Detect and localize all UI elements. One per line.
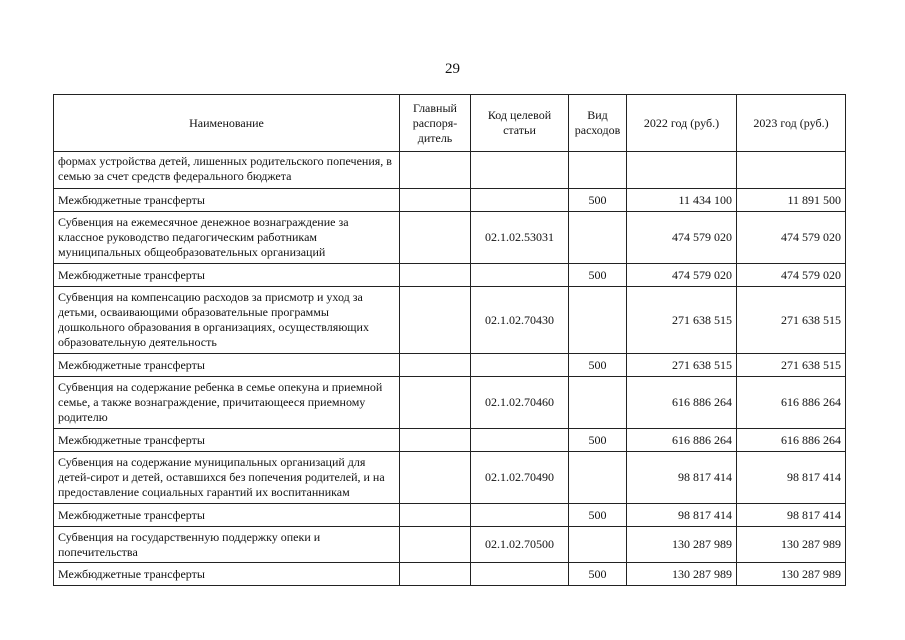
row-name: Межбюджетные трансферты xyxy=(54,264,400,287)
row-code: 02.1.02.70430 xyxy=(471,287,569,354)
row-code xyxy=(471,429,569,452)
row-2023: 130 287 989 xyxy=(737,563,846,586)
row-type xyxy=(569,152,627,189)
row-code: 02.1.02.70500 xyxy=(471,527,569,563)
row-code xyxy=(471,152,569,189)
page-number: 29 xyxy=(445,61,460,77)
row-name: формах устройства детей, лишенных родительского попечения, в семью за счет средств федерального бюджета xyxy=(54,152,400,189)
row-code xyxy=(471,563,569,586)
row-name: Межбюджетные трансферты xyxy=(54,504,400,527)
row-code xyxy=(471,189,569,212)
row-manager xyxy=(400,452,471,504)
table-row xyxy=(54,504,846,527)
row-code xyxy=(471,264,569,287)
row-name: Субвенция на компенсацию расходов за присмотр и уход за детьми, осваивающими образовательные программы дошкольного образования в организациях, осуществляющих образовательную деятельность xyxy=(54,287,400,354)
table-header-row xyxy=(54,95,846,152)
row-code xyxy=(471,354,569,377)
row-2023: 616 886 264 xyxy=(737,429,846,452)
row-name: Межбюджетные трансферты xyxy=(54,354,400,377)
row-manager xyxy=(400,563,471,586)
table-row xyxy=(54,452,846,504)
table-row xyxy=(54,152,846,189)
header-2022: 2022 год (руб.) xyxy=(627,95,737,152)
row-type: 500 xyxy=(569,264,627,287)
budget-table xyxy=(53,94,846,586)
row-code: 02.1.02.53031 xyxy=(471,212,569,264)
row-2022 xyxy=(627,152,737,189)
row-manager xyxy=(400,527,471,563)
row-manager xyxy=(400,377,471,429)
row-2023: 98 817 414 xyxy=(737,504,846,527)
row-2022: 616 886 264 xyxy=(627,429,737,452)
row-manager xyxy=(400,354,471,377)
table-row xyxy=(54,377,846,429)
table-row xyxy=(54,563,846,586)
row-2022: 616 886 264 xyxy=(627,377,737,429)
row-name: Субвенция на содержание ребенка в семье опекуна и приемной семье, а также вознаграждение, причитающееся приемному родителю xyxy=(54,377,400,429)
row-2022: 130 287 989 xyxy=(627,527,737,563)
row-manager xyxy=(400,264,471,287)
row-code: 02.1.02.70490 xyxy=(471,452,569,504)
header-name: Наименование xyxy=(54,95,400,152)
header-type: Вид расходов xyxy=(569,95,627,152)
row-manager xyxy=(400,152,471,189)
table-row xyxy=(54,429,846,452)
row-type xyxy=(569,377,627,429)
row-2023 xyxy=(737,152,846,189)
row-name: Межбюджетные трансферты xyxy=(54,429,400,452)
row-type xyxy=(569,452,627,504)
row-2022: 474 579 020 xyxy=(627,212,737,264)
row-2023: 616 886 264 xyxy=(737,377,846,429)
table-row xyxy=(54,264,846,287)
row-2023: 474 579 020 xyxy=(737,212,846,264)
row-name: Межбюджетные трансферты xyxy=(54,189,400,212)
row-type: 500 xyxy=(569,189,627,212)
table-row xyxy=(54,212,846,264)
row-manager xyxy=(400,287,471,354)
row-manager xyxy=(400,212,471,264)
table-row xyxy=(54,354,846,377)
row-type: 500 xyxy=(569,563,627,586)
row-2022: 11 434 100 xyxy=(627,189,737,212)
table-row xyxy=(54,527,846,563)
row-type: 500 xyxy=(569,504,627,527)
row-2022: 271 638 515 xyxy=(627,354,737,377)
row-type xyxy=(569,212,627,264)
row-2022: 130 287 989 xyxy=(627,563,737,586)
row-2023: 271 638 515 xyxy=(737,287,846,354)
row-code xyxy=(471,504,569,527)
row-type xyxy=(569,527,627,563)
row-name: Межбюджетные трансферты xyxy=(54,563,400,586)
header-2023: 2023 год (руб.) xyxy=(737,95,846,152)
row-2022: 474 579 020 xyxy=(627,264,737,287)
row-2023: 271 638 515 xyxy=(737,354,846,377)
row-2023: 98 817 414 xyxy=(737,452,846,504)
row-2022: 98 817 414 xyxy=(627,452,737,504)
row-2022: 98 817 414 xyxy=(627,504,737,527)
table-row xyxy=(54,189,846,212)
row-type xyxy=(569,287,627,354)
row-manager xyxy=(400,504,471,527)
row-name: Субвенция на ежемесячное денежное вознаграждение за классное руководство педагогическим работникам муниципальных общеобразовательных организаций xyxy=(54,212,400,264)
header-manager: Главный распоря-дитель xyxy=(400,95,471,152)
table-row xyxy=(54,287,846,354)
row-manager xyxy=(400,189,471,212)
row-type: 500 xyxy=(569,429,627,452)
row-name: Субвенция на содержание муниципальных организаций для детей-сирот и детей, оставшихся без попечения родителей, и на предоставление социальных гарантий их воспитанникам xyxy=(54,452,400,504)
row-name: Субвенция на государственную поддержку опеки и попечительства xyxy=(54,527,400,563)
row-code: 02.1.02.70460 xyxy=(471,377,569,429)
row-manager xyxy=(400,429,471,452)
row-2022: 271 638 515 xyxy=(627,287,737,354)
row-type: 500 xyxy=(569,354,627,377)
row-2023: 11 891 500 xyxy=(737,189,846,212)
header-code: Код целевой статьи xyxy=(471,95,569,152)
row-2023: 474 579 020 xyxy=(737,264,846,287)
row-2023: 130 287 989 xyxy=(737,527,846,563)
